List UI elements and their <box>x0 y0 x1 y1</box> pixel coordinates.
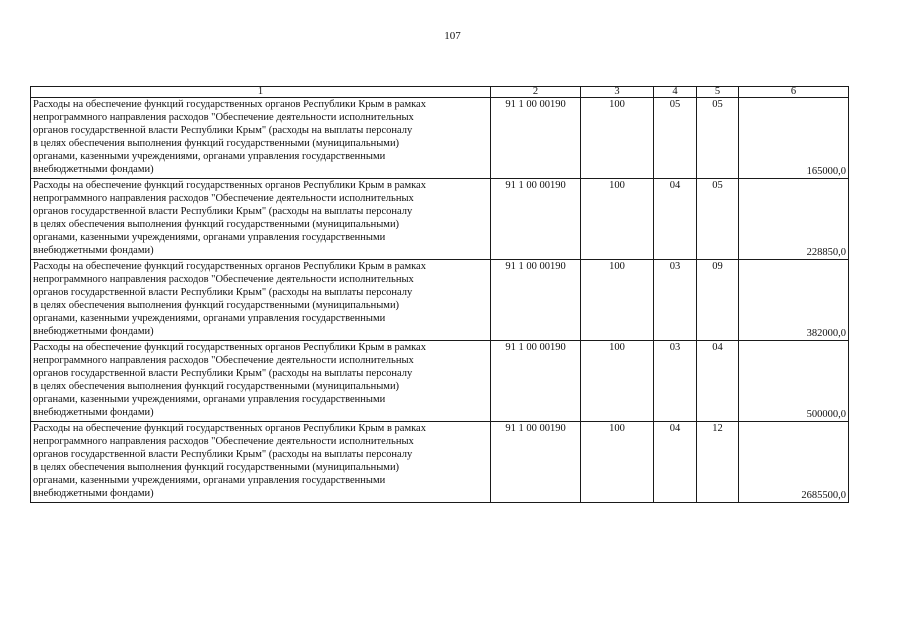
row-col4: 03 <box>654 341 697 422</box>
column-header: 2 <box>491 87 581 98</box>
row-col3: 100 <box>581 422 654 503</box>
row-code: 91 1 00 00190 <box>491 260 581 341</box>
row-col5: 04 <box>697 341 739 422</box>
row-description: Расходы на обеспечение функций государственных органов Республики Крым в рамках непрограммного направления расходов "Обеспечение деятельности исполнительных органов государственной власти Республики Крым" (расходы на выплаты персоналу в целях обеспечения выполнения функций государственными (муниципальными) органами, казенными учреждениями, органами управления государственными внебюджетными фондами) <box>31 341 491 422</box>
row-col4: 03 <box>654 260 697 341</box>
column-header: 4 <box>654 87 697 98</box>
row-code: 91 1 00 00190 <box>491 422 581 503</box>
row-code: 91 1 00 00190 <box>491 98 581 179</box>
column-header: 1 <box>31 87 491 98</box>
page-number: 107 <box>444 30 461 42</box>
row-code: 91 1 00 00190 <box>491 179 581 260</box>
row-col5: 05 <box>697 179 739 260</box>
table-row <box>31 422 849 503</box>
column-header: 3 <box>581 87 654 98</box>
budget-table <box>30 86 849 503</box>
table-row <box>31 98 849 179</box>
row-amount: 165000,0 <box>739 98 849 179</box>
row-col5: 09 <box>697 260 739 341</box>
table-row <box>31 179 849 260</box>
row-col3: 100 <box>581 341 654 422</box>
row-amount: 2685500,0 <box>739 422 849 503</box>
row-description: Расходы на обеспечение функций государственных органов Республики Крым в рамках непрограммного направления расходов "Обеспечение деятельности исполнительных органов государственной власти Республики Крым" (расходы на выплаты персоналу в целях обеспечения выполнения функций государственными (муниципальными) органами, казенными учреждениями, органами управления государственными внебюджетными фондами) <box>31 98 491 179</box>
row-col5: 12 <box>697 422 739 503</box>
row-amount: 228850,0 <box>739 179 849 260</box>
row-description: Расходы на обеспечение функций государственных органов Республики Крым в рамках непрограммного направления расходов "Обеспечение деятельности исполнительных органов государственной власти Республики Крым" (расходы на выплаты персоналу в целях обеспечения выполнения функций государственными (муниципальными) органами, казенными учреждениями, органами управления государственными внебюджетными фондами) <box>31 422 491 503</box>
column-header: 6 <box>739 87 849 98</box>
row-col4: 04 <box>654 179 697 260</box>
table-row <box>31 341 849 422</box>
column-header: 5 <box>697 87 739 98</box>
row-col3: 100 <box>581 260 654 341</box>
table-row <box>31 260 849 341</box>
row-col3: 100 <box>581 98 654 179</box>
row-col3: 100 <box>581 179 654 260</box>
row-code: 91 1 00 00190 <box>491 341 581 422</box>
row-description: Расходы на обеспечение функций государственных органов Республики Крым в рамках непрограммного направления расходов "Обеспечение деятельности исполнительных органов государственной власти Республики Крым" (расходы на выплаты персоналу в целях обеспечения выполнения функций государственными (муниципальными) органами, казенными учреждениями, органами управления государственными внебюджетными фондами) <box>31 260 491 341</box>
row-description: Расходы на обеспечение функций государственных органов Республики Крым в рамках непрограммного направления расходов "Обеспечение деятельности исполнительных органов государственной власти Республики Крым" (расходы на выплаты персоналу в целях обеспечения выполнения функций государственными (муниципальными) органами, казенными учреждениями, органами управления государственными внебюджетными фондами) <box>31 179 491 260</box>
table-header-row <box>31 87 849 98</box>
row-amount: 382000,0 <box>739 260 849 341</box>
row-col4: 05 <box>654 98 697 179</box>
row-amount: 500000,0 <box>739 341 849 422</box>
row-col4: 04 <box>654 422 697 503</box>
row-col5: 05 <box>697 98 739 179</box>
